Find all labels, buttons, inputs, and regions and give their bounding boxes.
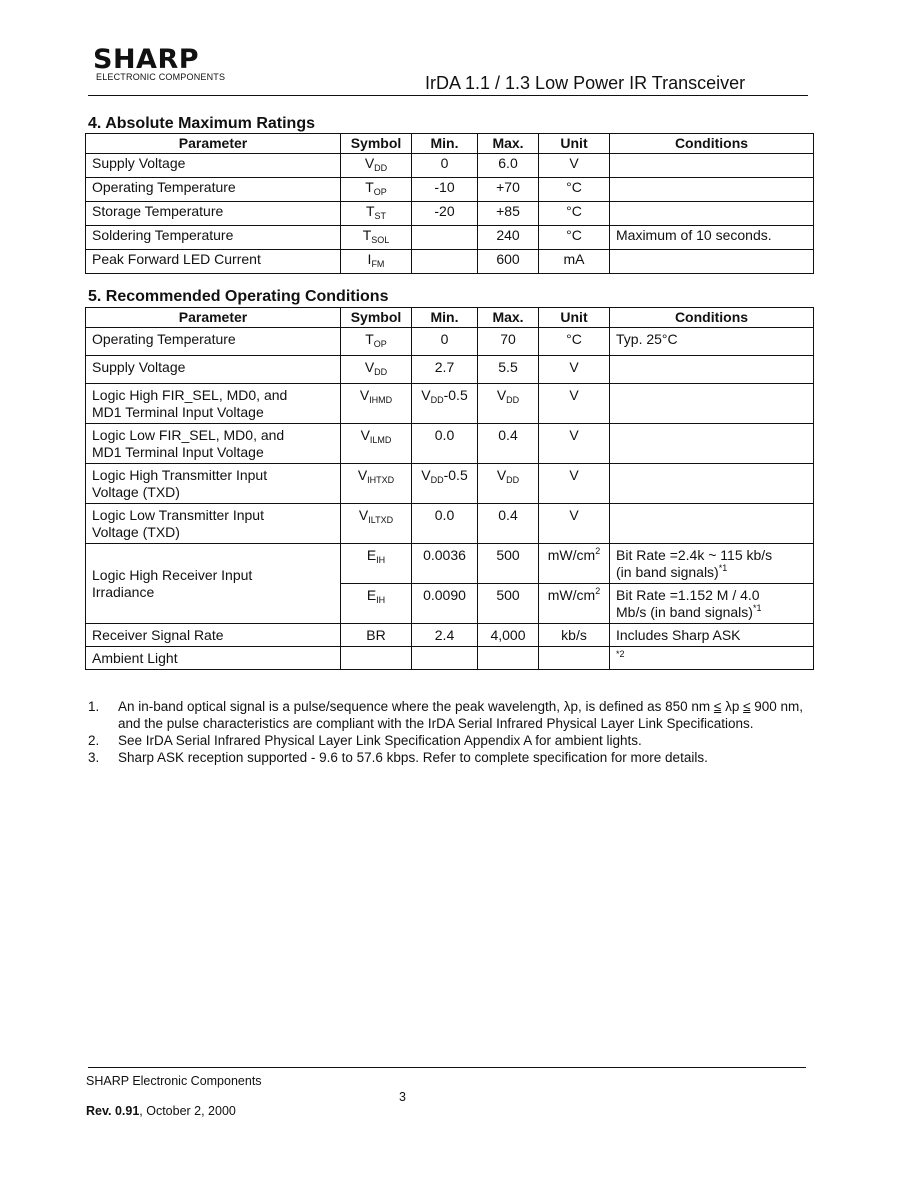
unit-cell: V (539, 356, 610, 384)
parameter-cell: Receiver Signal Rate (86, 624, 341, 647)
parameter-cell: Logic Low FIR_SEL, MD0, and MD1 Terminal Input Voltage (86, 424, 341, 464)
column-header: Min. (412, 308, 478, 328)
max-cell: +70 (478, 178, 539, 202)
table-row (86, 250, 814, 274)
unit-cell: V (539, 504, 610, 544)
table-row (86, 544, 814, 584)
max-cell: 0.4 (478, 424, 539, 464)
max-cell: 4,000 (478, 624, 539, 647)
symbol-cell: $E_{IH}$ (341, 544, 412, 584)
parameter-cell: Storage Temperature (86, 202, 341, 226)
column-header: Symbol (341, 308, 412, 328)
unit-cell: kb/s (539, 624, 610, 647)
unit-cell: V (539, 384, 610, 424)
symbol-cell: $T_{OP}$ (341, 328, 412, 356)
unit-cell: °C (539, 226, 610, 250)
conditions-cell: *2 (610, 647, 814, 670)
conditions-cell: Includes Sharp ASK (610, 624, 814, 647)
footnote-1: 1. An in-band optical signal is a pulse/sequence where the peak wavelength, λp, is defined as 850 nm ≤ λp ≤ 900 nm, and the pulse characteristics are compliant with the IrDA Serial Infrared Physical Layer Link Specifications. (88, 699, 804, 731)
conditions-cell (610, 464, 814, 504)
unit-cell: V (539, 464, 610, 504)
parameter-cell: Logic High Receiver Input Irradiance (86, 544, 341, 624)
footnote-3: 3. Sharp ASK reception supported - 9.6 to 57.6 kbps. Refer to complete specification for more details. (88, 750, 708, 765)
unit-cell: °C (539, 178, 610, 202)
parameter-cell: Ambient Light (86, 647, 341, 670)
unit-cell: $mW/cm^2$ (539, 544, 610, 584)
conditions-cell (610, 154, 814, 178)
min-cell (412, 226, 478, 250)
column-header: Unit (539, 134, 610, 154)
conditions-cell (610, 384, 814, 424)
table-row (86, 424, 814, 464)
conditions-cell: Bit Rate =2.4k ~ 115 kb/s (in band signals)$^{*1}$ (610, 544, 814, 584)
conditions-cell (610, 504, 814, 544)
parameter-cell: Operating Temperature (86, 178, 341, 202)
min-cell: -10 (412, 178, 478, 202)
parameter-cell: Logic High FIR_SEL, MD0, and MD1 Terminal Input Voltage (86, 384, 341, 424)
min-cell (412, 647, 478, 670)
conditions-cell: Bit Rate =1.152 M / 4.0 Mb/s (in band signals)$^{*1}$ (610, 584, 814, 624)
min-cell (412, 250, 478, 274)
symbol-cell: $E_{IH}$ (341, 584, 412, 624)
min-cell: 0 (412, 328, 478, 356)
parameter-cell: Supply Voltage (86, 154, 341, 178)
max-cell: 5.5 (478, 356, 539, 384)
min-cell: 0.0090 (412, 584, 478, 624)
absolute-max-ratings-table (85, 133, 814, 274)
min-cell: 2.4 (412, 624, 478, 647)
unit-cell: V (539, 154, 610, 178)
table-row (86, 624, 814, 647)
symbol-cell: $T_{SOL}$ (341, 226, 412, 250)
max-cell: 6.0 (478, 154, 539, 178)
table-row (86, 504, 814, 544)
column-header: Max. (478, 308, 539, 328)
max-cell: $V_{DD}$ (478, 384, 539, 424)
recommended-conditions-table (85, 307, 814, 670)
column-header: Symbol (341, 134, 412, 154)
max-cell: +85 (478, 202, 539, 226)
min-cell: 0.0036 (412, 544, 478, 584)
unit-cell: °C (539, 202, 610, 226)
page-number: 3 (399, 1090, 406, 1104)
max-cell (478, 647, 539, 670)
unit-cell: V (539, 424, 610, 464)
conditions-cell (610, 178, 814, 202)
symbol-cell: $V_{IHTXD}$ (341, 464, 412, 504)
symbol-cell: $V_{DD}$ (341, 356, 412, 384)
min-cell: 0.0 (412, 504, 478, 544)
parameter-cell: Logic High Transmitter Input Voltage (TXD) (86, 464, 341, 504)
symbol-cell: $I_{FM}$ (341, 250, 412, 274)
table-header-row (86, 308, 814, 328)
conditions-cell (610, 356, 814, 384)
symbol-cell: $V_{DD}$ (341, 154, 412, 178)
parameter-cell: Peak Forward LED Current (86, 250, 341, 274)
section-heading-absolute-max: 4. Absolute Maximum Ratings (88, 115, 315, 132)
symbol-cell: BR (341, 624, 412, 647)
symbol-cell: $T_{OP}$ (341, 178, 412, 202)
symbol-cell: $V_{ILMD}$ (341, 424, 412, 464)
table-row (86, 356, 814, 384)
symbol-cell: $V_{IHMD}$ (341, 384, 412, 424)
column-header: Max. (478, 134, 539, 154)
parameter-cell: Operating Temperature (86, 328, 341, 356)
min-cell: -20 (412, 202, 478, 226)
max-cell: 500 (478, 544, 539, 584)
max-cell: 500 (478, 584, 539, 624)
conditions-cell (610, 424, 814, 464)
table-row (86, 226, 814, 250)
unit-cell: °C (539, 328, 610, 356)
footer-rule (88, 1067, 806, 1068)
column-header: Conditions (610, 308, 814, 328)
footnotes (88, 698, 828, 766)
max-cell: 240 (478, 226, 539, 250)
conditions-cell (610, 250, 814, 274)
table-header-row (86, 134, 814, 154)
min-cell: $V_{DD}-0.5$ (412, 384, 478, 424)
column-header: Min. (412, 134, 478, 154)
footer-company: SHARP Electronic Components (86, 1074, 262, 1088)
max-cell: $V_{DD}$ (478, 464, 539, 504)
header-rule (88, 95, 808, 96)
conditions-cell: Typ. 25°C (610, 328, 814, 356)
column-header: Parameter (86, 134, 341, 154)
column-header: Unit (539, 308, 610, 328)
table-row (86, 154, 814, 178)
section-heading-recommended: 5. Recommended Operating Conditions (88, 288, 389, 305)
parameter-cell: Logic Low Transmitter Input Voltage (TXD) (86, 504, 341, 544)
min-cell: 2.7 (412, 356, 478, 384)
symbol-cell: $V_{ILTXD}$ (341, 504, 412, 544)
conditions-cell (610, 202, 814, 226)
column-header: Conditions (610, 134, 814, 154)
parameter-cell: Soldering Temperature (86, 226, 341, 250)
min-cell: 0.0 (412, 424, 478, 464)
symbol-cell: $T_{ST}$ (341, 202, 412, 226)
max-cell: 0.4 (478, 504, 539, 544)
table-row (86, 202, 814, 226)
column-header: Parameter (86, 308, 341, 328)
footnote-2: 2. See IrDA Serial Infrared Physical Layer Link Specification Appendix A for ambient lights. (88, 733, 642, 748)
unit-cell (539, 647, 610, 670)
parameter-cell: Supply Voltage (86, 356, 341, 384)
unit-cell: mA (539, 250, 610, 274)
table-row (86, 328, 814, 356)
sharp-logo: SHARP (93, 44, 200, 75)
logo-subtitle: ELECTRONIC COMPONENTS (96, 72, 226, 82)
min-cell: 0 (412, 154, 478, 178)
conditions-cell: Maximum of 10 seconds. (610, 226, 814, 250)
table-row (86, 178, 814, 202)
max-cell: 70 (478, 328, 539, 356)
table-row (86, 647, 814, 670)
min-cell: $V_{DD}-0.5$ (412, 464, 478, 504)
symbol-cell (341, 647, 412, 670)
table-row (86, 464, 814, 504)
table-row (86, 384, 814, 424)
document-title: IrDA 1.1 / 1.3 Low Power IR Transceiver (425, 73, 746, 93)
max-cell: 600 (478, 250, 539, 274)
unit-cell: $mW/cm^2$ (539, 584, 610, 624)
revision-line: Rev. 0.91, October 2, 2000 (86, 1104, 236, 1118)
